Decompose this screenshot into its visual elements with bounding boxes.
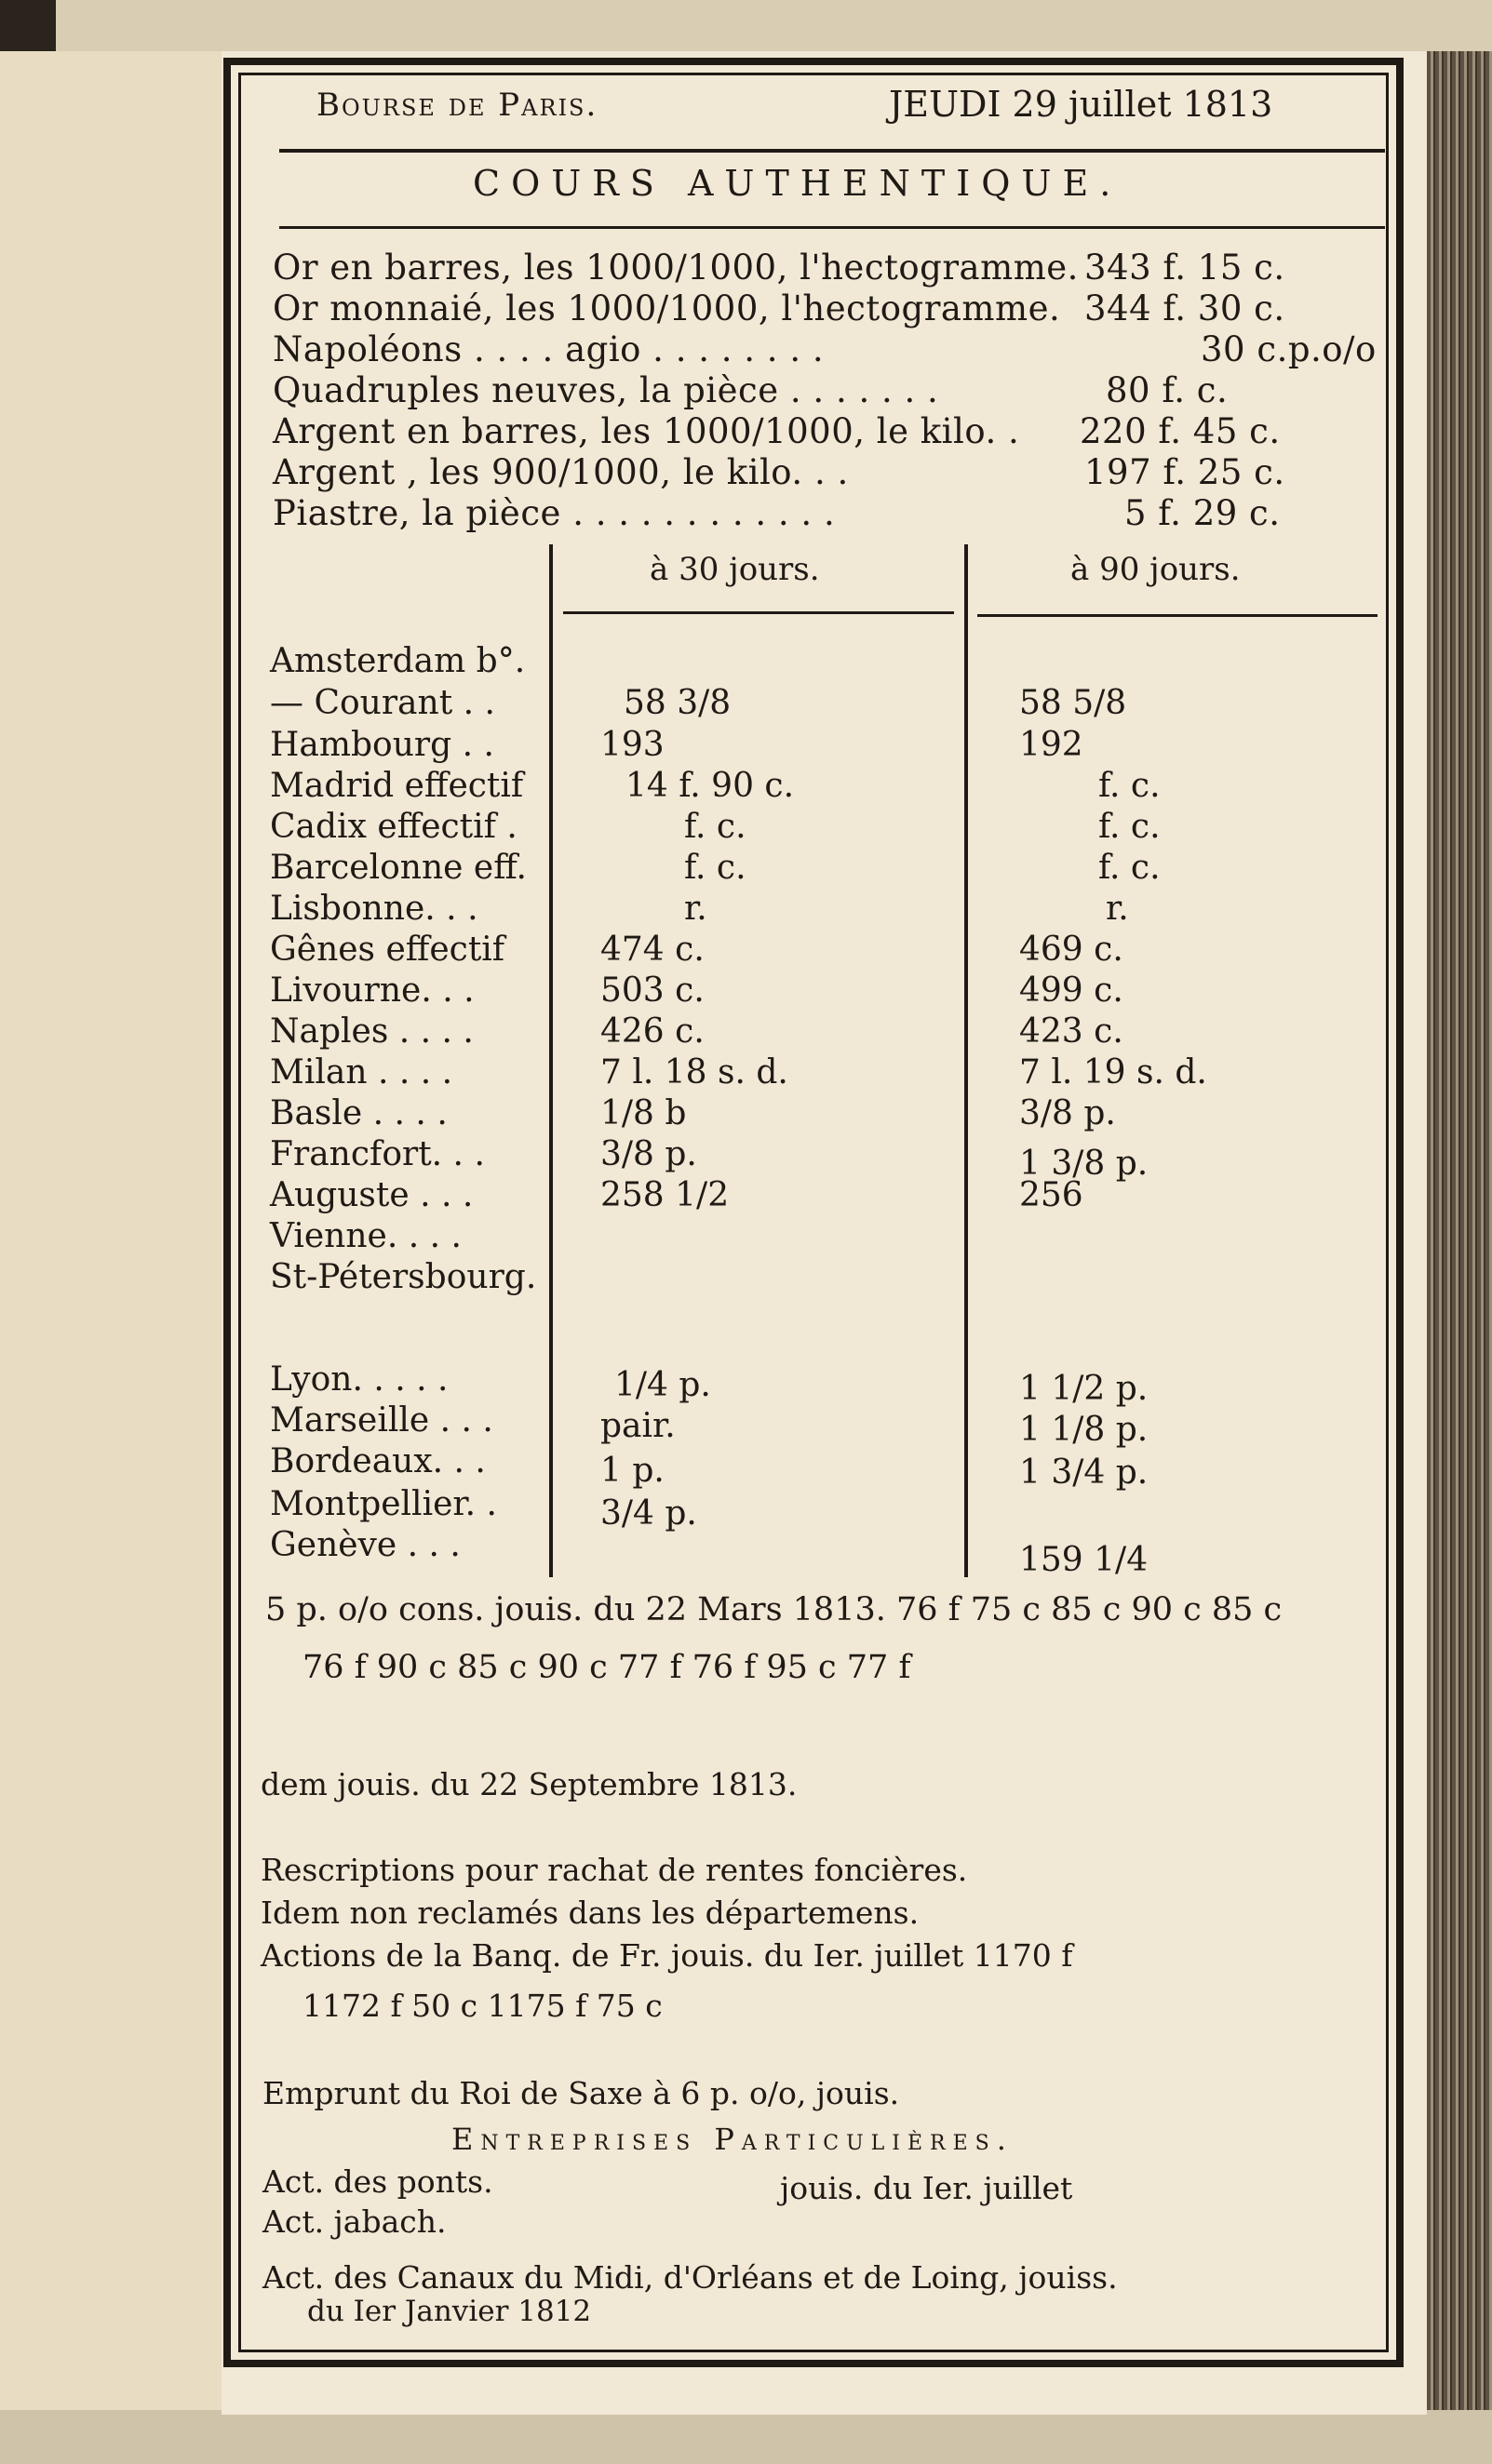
- exchange-city: Milan . . . .: [270, 1053, 453, 1091]
- metal-price: 343 f. 15 c.: [1084, 248, 1285, 288]
- act-canaux-date: du Ier Janvier 1812: [307, 2295, 592, 2328]
- exchange-city: Basle . . . .: [270, 1094, 448, 1132]
- domestic-30: 1 p.: [600, 1452, 665, 1490]
- exchange-city: Cadix effectif .: [270, 808, 517, 846]
- metal-price: 30 c.p.o/o: [1201, 329, 1377, 369]
- act-jabach: Act. jabach.: [262, 2203, 447, 2240]
- domestic-city: Genève . . .: [270, 1526, 461, 1564]
- exchange-30: 258 1/2: [600, 1176, 730, 1214]
- metal-price: 344 f. 30 c.: [1084, 288, 1285, 328]
- exchange-city: — Courant . .: [270, 684, 495, 722]
- table-divider-right: [964, 544, 968, 1577]
- exchange-90: 469 c.: [1019, 931, 1123, 969]
- exchange-city: Barcelonne eff.: [270, 849, 527, 887]
- domestic-90: 1 1/8 p.: [1019, 1411, 1149, 1449]
- exchange-30: 193: [600, 726, 665, 764]
- rentes-line-1: 5 p. o/o cons. jouis. du 22 Mars 1813. 76 f 75 c 85 c 90 c 85 c: [265, 1591, 1283, 1628]
- act-ponts-jouis: jouis. du Ier. juillet: [780, 2170, 1073, 2206]
- exchange-90: 423 c.: [1019, 1012, 1123, 1051]
- domestic-30: 3/4 p.: [600, 1494, 697, 1533]
- exchange-90: f. c.: [1098, 767, 1161, 805]
- domestic-city: Bordeaux. . .: [270, 1442, 486, 1480]
- exchange-city: Amsterdam b°.: [270, 642, 526, 680]
- exchange-90: 3/8 p.: [1019, 1094, 1116, 1132]
- emprunt-line: Emprunt du Roi de Saxe à 6 p. o/o, jouis.: [262, 2075, 900, 2111]
- domestic-city: Montpellier. .: [270, 1485, 497, 1523]
- exchange-90: 192: [1019, 726, 1083, 764]
- exchange-30: 426 c.: [600, 1012, 705, 1051]
- exchange-90: 499 c.: [1019, 971, 1123, 1010]
- metal-label: Napoléons . . . . agio . . . . . . . .: [273, 329, 825, 369]
- exchange-90: 58 5/8: [1019, 684, 1127, 722]
- header-rule: [279, 149, 1385, 153]
- exchange-city: Madrid effectif: [270, 767, 524, 805]
- exchange-30: r.: [684, 890, 707, 928]
- domestic-90: 159 1/4: [1019, 1541, 1149, 1579]
- actions-banque-line: Actions de la Banq. de Fr. jouis. du Ier. juillet 1170 f: [261, 1937, 1073, 1974]
- book-left-margin: [0, 51, 224, 2415]
- exchange-city: Vienne. . . .: [270, 1217, 462, 1255]
- exchange-90: r.: [1106, 890, 1129, 928]
- exchange-90: 1 3/8 p.: [1019, 1145, 1149, 1183]
- header-bourse: Bourse de Paris.: [316, 87, 598, 124]
- exchange-30: 58 3/8: [624, 684, 732, 722]
- exchange-30: 3/8 p.: [600, 1135, 697, 1173]
- exchange-city: Francfort. . .: [270, 1135, 485, 1173]
- metal-label: Argent , les 900/1000, le kilo. . .: [273, 452, 849, 492]
- metal-label: Argent en barres, les 1000/1000, le kilo. .: [273, 411, 1020, 451]
- exchange-city: Lisbonne. . .: [270, 890, 478, 928]
- exchange-30: 1/8 b: [600, 1094, 687, 1132]
- exchange-city: Livourne. . .: [270, 971, 475, 1010]
- exchange-city: St-Pétersbourg.: [270, 1258, 537, 1296]
- entreprises-heading: Entreprises Particulières.: [451, 2122, 1014, 2157]
- metal-label: Or monnaié, les 1000/1000, l'hectogramme.: [273, 288, 1061, 328]
- book-bottom-edge: [0, 2410, 1492, 2464]
- domestic-city: Lyon. . . . .: [270, 1360, 449, 1399]
- exchange-city: Hambourg . .: [270, 726, 494, 764]
- exchange-90: f. c.: [1098, 849, 1161, 887]
- metal-label: Quadruples neuves, la pièce . . . . . . .: [273, 370, 939, 410]
- metal-label: Piastre, la pièce . . . . . . . . . . . .: [273, 493, 836, 533]
- exchange-30: 474 c.: [600, 931, 705, 969]
- exchange-30: f. c.: [684, 849, 746, 887]
- column-30-days: à 30 jours.: [650, 551, 820, 588]
- exchange-30: 503 c.: [600, 971, 705, 1010]
- page-title: COURS AUTHENTIQUE.: [473, 163, 1122, 204]
- exchange-city: Gênes effectif: [270, 931, 505, 969]
- act-canaux: Act. des Canaux du Midi, d'Orléans et de Loing, jouiss.: [262, 2259, 1118, 2296]
- column-90-days: à 90 jours.: [1070, 551, 1241, 588]
- metal-price: 5 f. 29 c.: [1124, 493, 1281, 533]
- rescriptions-line: Rescriptions pour rachat de rentes foncières.: [261, 1852, 968, 1888]
- domestic-90: 1 3/4 p.: [1019, 1453, 1149, 1492]
- exchange-30: f. c.: [684, 808, 746, 846]
- exchange-90: f. c.: [1098, 808, 1161, 846]
- domestic-30: pair.: [600, 1407, 676, 1445]
- rentes-line-3: dem jouis. du 22 Septembre 1813.: [261, 1766, 798, 1802]
- exchange-30: 7 l. 18 s. d.: [600, 1053, 788, 1091]
- rentes-line-2: 76 f 90 c 85 c 90 c 77 f 76 f 95 c 77 f: [302, 1649, 911, 1686]
- act-ponts: Act. des ponts.: [262, 2163, 493, 2200]
- exchange-30: 14 f. 90 c.: [625, 767, 795, 805]
- column-30-rule: [563, 611, 954, 614]
- idem-line: Idem non reclamés dans les départemens.: [261, 1895, 920, 1931]
- column-90-rule: [977, 614, 1378, 617]
- exchange-90: 7 l. 19 s. d.: [1019, 1053, 1207, 1091]
- exchange-city: Naples . . . .: [270, 1012, 474, 1051]
- header-date: JEUDI 29 juillet 1813: [889, 84, 1273, 125]
- domestic-city: Marseille . . .: [270, 1401, 493, 1440]
- domestic-30: 1/4 p.: [614, 1366, 711, 1404]
- metal-price: 80 f. c.: [1106, 370, 1229, 410]
- metal-price: 220 f. 45 c.: [1080, 411, 1281, 451]
- metal-price: 197 f. 25 c.: [1084, 452, 1285, 492]
- domestic-90: 1 1/2 p.: [1019, 1370, 1149, 1408]
- table-divider-left: [549, 544, 553, 1577]
- metal-label: Or en barres, les 1000/1000, l'hectogramme.: [273, 248, 1079, 288]
- exchange-90: 256: [1019, 1176, 1083, 1214]
- exchange-city: Auguste . . .: [270, 1176, 474, 1214]
- title-rule: [279, 226, 1385, 229]
- actions-banque-values: 1172 f 50 c 1175 f 75 c: [302, 1988, 663, 2024]
- page-edges-right: [1427, 51, 1492, 2415]
